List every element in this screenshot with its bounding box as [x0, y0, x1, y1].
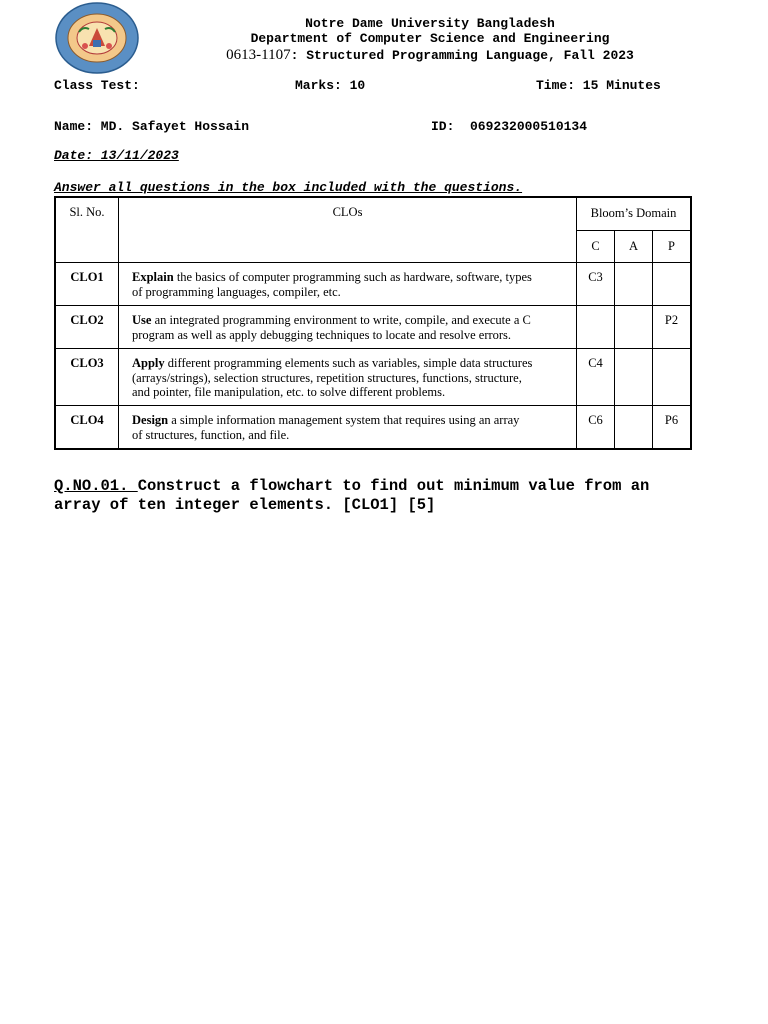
clo-p-value	[653, 349, 692, 406]
clo-desc-line1: an integrated programming environment to write, compile, and execute a C	[151, 313, 531, 327]
table-row	[55, 349, 691, 406]
clo-desc-line2: of structures, function, and file.	[132, 427, 290, 442]
clo-id: CLO4	[55, 406, 119, 449]
question-number: Q.NO.01.	[54, 477, 138, 495]
header-sl-no: Sl. No.	[55, 197, 119, 263]
header-blooms-domain: Bloom’s Domain	[577, 197, 692, 230]
clo-c-value	[577, 306, 615, 349]
clo-c-value: C4	[577, 349, 615, 406]
clo-table	[54, 196, 692, 450]
course-title: : Structured Programming Language, Fall 2023	[290, 48, 634, 63]
clo-a-value	[615, 349, 653, 406]
table-row	[55, 306, 691, 349]
clo-verb: Explain	[132, 270, 174, 284]
clo-desc-line3: and pointer, file manipulation, etc. to solve different problems.	[132, 385, 446, 399]
table-row	[55, 263, 691, 306]
university-logo	[55, 2, 139, 74]
clo-verb: Apply	[132, 356, 165, 370]
clo-id: CLO3	[55, 349, 119, 406]
student-name: Name: MD. Safayet Hossain	[54, 119, 250, 134]
clo-p-value: P6	[653, 406, 692, 449]
header-p: P	[653, 230, 692, 262]
clo-verb: Design	[132, 413, 169, 427]
clo-desc-line1: a simple information management system that requires using an array	[168, 413, 520, 427]
clo-description	[119, 349, 577, 406]
clo-verb: Use	[132, 313, 152, 327]
course-line	[130, 47, 730, 64]
header-a: A	[615, 230, 653, 262]
header-clos: CLOs	[119, 197, 577, 263]
marks-label: Marks: 10	[295, 78, 366, 93]
department-name: Department of Computer Science and Engineering	[250, 31, 610, 46]
clo-description	[119, 263, 577, 306]
clo-a-value	[615, 263, 653, 306]
clo-desc-line1: different programming elements such as variables, simple data structures	[164, 356, 533, 370]
clo-a-value	[615, 406, 653, 449]
course-code: 0613-1107	[226, 47, 291, 63]
question-1	[54, 477, 704, 515]
clo-p-value: P2	[653, 306, 692, 349]
question-text: Construct a flowchart to find out minimum value from an array of ten integer elements. [CLO1] [5]	[54, 477, 650, 514]
clo-c-value: C6	[577, 406, 615, 449]
clo-desc-line1: the basics of computer programming such as hardware, software, types	[173, 270, 532, 284]
clo-p-value	[653, 263, 692, 306]
clo-desc-line2: of programming languages, compiler, etc.	[132, 284, 341, 299]
instruction-text: Answer all questions in the box included with the questions.	[54, 180, 523, 195]
student-id: ID: 069232000510134	[431, 119, 588, 134]
clo-id: CLO2	[55, 306, 119, 349]
clo-id: CLO1	[55, 263, 119, 306]
university-name: Notre Dame University Bangladesh	[305, 16, 555, 31]
clo-desc-line2: program as well as apply debugging techniques to locate and resolve errors.	[132, 327, 512, 342]
time-label: Time: 15 Minutes	[536, 78, 661, 93]
exam-date: Date: 13/11/2023	[54, 148, 179, 163]
class-test-label: Class Test:	[54, 78, 140, 93]
clo-description	[119, 406, 577, 449]
clo-c-value: C3	[577, 263, 615, 306]
clo-desc-line2: (arrays/strings), selection structures, repetition structures, functions, structure,	[132, 370, 522, 385]
clo-a-value	[615, 306, 653, 349]
header-c: C	[577, 230, 615, 262]
clo-description	[119, 306, 577, 349]
table-row	[55, 406, 691, 449]
